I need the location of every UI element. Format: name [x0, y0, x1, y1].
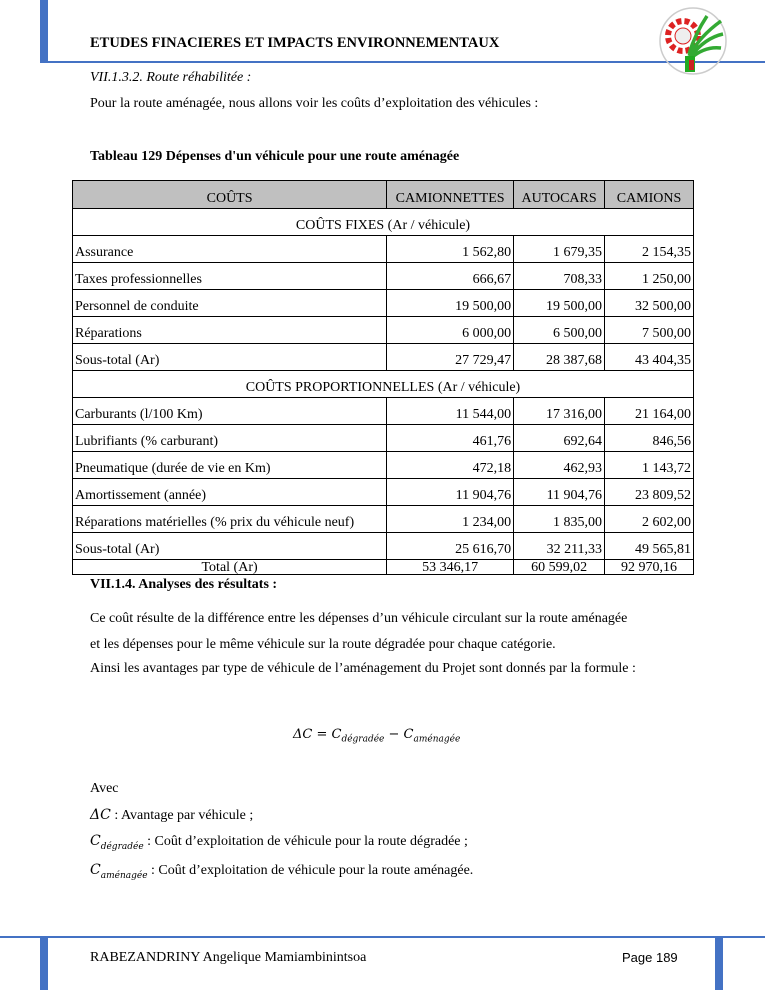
cell: 19 500,00: [387, 290, 514, 317]
definition: [90, 833, 468, 852]
table-row: [73, 290, 694, 317]
cell: 1 835,00: [514, 506, 605, 533]
definition-text: : Coût d’exploitation de véhicule pour la route aménagée.: [147, 863, 474, 878]
cell: 846,56: [605, 425, 694, 452]
cell: 2 602,00: [605, 506, 694, 533]
paragraph: et les dépenses pour le même véhicule sur la route dégradée pour chaque catégorie.: [90, 637, 556, 652]
cell: Sous-total (Ar): [73, 344, 387, 371]
total-row: [73, 560, 694, 575]
table-row: [73, 479, 694, 506]
university-logo: [655, 6, 731, 76]
table-row: [73, 317, 694, 344]
header-left-bar: [40, 0, 48, 62]
table-row: [73, 425, 694, 452]
table-row: [73, 452, 694, 479]
cell: Pneumatique (durée de vie en Km): [73, 452, 387, 479]
formula: [293, 727, 460, 745]
header-title: ETUDES FINACIERES ET IMPACTS ENVIRONNEMENTAUX: [90, 35, 500, 51]
cell: 53 346,17: [387, 560, 514, 575]
cell: 1 562,80: [387, 236, 514, 263]
cell: 708,33: [514, 263, 605, 290]
cell: Taxes professionnelles: [73, 263, 387, 290]
avec-label: Avec: [90, 781, 119, 796]
section-row-proportional: COÛTS PROPORTIONNELLES (Ar / véhicule): [73, 371, 694, 398]
footer-left-bar: [40, 937, 48, 990]
cell: 6 500,00: [514, 317, 605, 344]
footer-right-bar: [715, 937, 723, 990]
cell: 6 000,00: [387, 317, 514, 344]
definition: [90, 862, 473, 881]
section-row-fixed: COÛTS FIXES (Ar / véhicule): [73, 209, 694, 236]
cell: 11 544,00: [387, 398, 514, 425]
cell: 43 404,35: [605, 344, 694, 371]
table-row: [73, 236, 694, 263]
cell: Total (Ar): [73, 560, 387, 575]
cell: Personnel de conduite: [73, 290, 387, 317]
cell: Lubrifiants (% carburant): [73, 425, 387, 452]
cell: Amortissement (année): [73, 479, 387, 506]
cell: 461,76: [387, 425, 514, 452]
cell: 692,64: [514, 425, 605, 452]
cell: Carburants (l/100 Km): [73, 398, 387, 425]
cell: 1 143,72: [605, 452, 694, 479]
cell: Sous-total (Ar): [73, 533, 387, 560]
cell: 462,93: [514, 452, 605, 479]
cell: 17 316,00: [514, 398, 605, 425]
cell: 2 154,35: [605, 236, 694, 263]
cell: 1 679,35: [514, 236, 605, 263]
cell: 23 809,52: [605, 479, 694, 506]
col-header: CAMIONS: [605, 181, 694, 209]
col-header: AUTOCARS: [514, 181, 605, 209]
cell: 32 500,00: [605, 290, 694, 317]
table-row: [73, 344, 694, 371]
formula-sub: aménagée: [413, 734, 461, 745]
analysis-heading: VII.1.4. Analyses des résultats :: [90, 577, 278, 592]
cell: 7 500,00: [605, 317, 694, 344]
cell: 1 250,00: [605, 263, 694, 290]
cell: 92 970,16: [605, 560, 694, 575]
symbol: ΔC: [90, 807, 111, 823]
cell: Réparations matérielles (% prix du véhicule neuf): [73, 506, 387, 533]
symbol-sub: dégradée: [100, 841, 144, 852]
paragraph: Ainsi les avantages par type de véhicule de l’aménagement du Projet sont donnés par la formule :: [90, 661, 636, 676]
cell: 60 599,02: [514, 560, 605, 575]
intro-paragraph: Pour la route aménagée, nous allons voir les coûts d’exploitation des véhicules :: [90, 96, 539, 111]
table-header-row: [73, 181, 694, 209]
formula-minus: − C: [384, 727, 414, 742]
cell: 1 234,00: [387, 506, 514, 533]
cell: Réparations: [73, 317, 387, 344]
table-caption: Tableau 129 Dépenses d'un véhicule pour une route aménagée: [90, 149, 460, 164]
symbol: C: [90, 833, 101, 849]
cell: 49 565,81: [605, 533, 694, 560]
page-number: Page 189: [622, 950, 678, 965]
cell: 19 500,00: [514, 290, 605, 317]
definition-text: : Coût d’exploitation de véhicule pour la route dégradée ;: [143, 834, 468, 849]
definition-text: : Avantage par véhicule ;: [110, 808, 254, 823]
table-row: [73, 263, 694, 290]
cell: 27 729,47: [387, 344, 514, 371]
formula-lhs: ΔC = C: [293, 727, 342, 742]
cell: 666,67: [387, 263, 514, 290]
cell: Assurance: [73, 236, 387, 263]
symbol-sub: aménagée: [100, 870, 148, 881]
paragraph: Ce coût résulte de la différence entre les dépenses d’un véhicule circulant sur la route aménagée: [90, 611, 628, 626]
table-row: [73, 398, 694, 425]
cell: 21 164,00: [605, 398, 694, 425]
cell: 11 904,76: [514, 479, 605, 506]
cell: 25 616,70: [387, 533, 514, 560]
formula-sub: dégradée: [341, 734, 385, 745]
definition: [90, 807, 253, 824]
table-row: [73, 533, 694, 560]
section-heading: VII.1.3.2. Route réhabilitée :: [90, 70, 252, 85]
cell: 28 387,68: [514, 344, 605, 371]
cell: 11 904,76: [387, 479, 514, 506]
col-header: CAMIONNETTES: [387, 181, 514, 209]
footer-rule: [0, 936, 765, 938]
cell: 472,18: [387, 452, 514, 479]
table-row: [73, 506, 694, 533]
symbol: C: [90, 862, 101, 878]
cell: 32 211,33: [514, 533, 605, 560]
costs-table: [72, 180, 694, 575]
col-header: COÛTS: [73, 181, 387, 209]
footer-author: RABEZANDRINY Angelique Mamiambinintsoa: [90, 950, 367, 965]
